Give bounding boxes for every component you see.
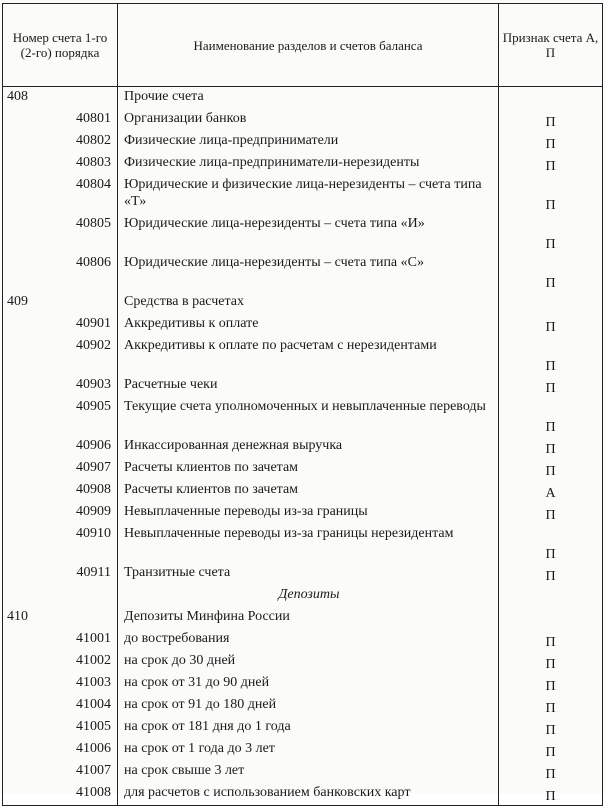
account-number: 408: [3, 87, 118, 110]
balance-accounts-table: [2, 3, 603, 806]
account-number: 40910: [3, 524, 118, 563]
account-name: Депозиты Минфина России: [124, 609, 290, 624]
table-row: [3, 739, 603, 761]
account-name: Физические лица-предприниматели-нерезиденты: [124, 155, 420, 170]
account-sign: П: [499, 629, 603, 651]
table-header: [3, 4, 603, 87]
table-row: [3, 629, 603, 651]
account-sign: П: [499, 739, 603, 761]
account-sign: П: [499, 695, 603, 717]
account-sign: П: [499, 717, 603, 739]
account-name: на срок от 91 до 180 дней: [124, 697, 277, 712]
account-sign: П: [499, 253, 603, 292]
account-number: 40806: [3, 253, 118, 292]
table-row: [3, 524, 603, 563]
account-name: Организации банков: [124, 111, 247, 126]
table-row: [3, 717, 603, 739]
account-name: Аккредитивы к оплате: [124, 316, 259, 331]
account-number: 41008: [3, 783, 118, 806]
table-row: [3, 651, 603, 673]
table-row: [3, 397, 603, 436]
account-name: на срок свыше 3 лет: [124, 763, 245, 778]
account-sign: П: [499, 436, 603, 458]
account-sign: [499, 585, 603, 607]
table-body: [3, 87, 603, 806]
account-name: Юридические и физические лица-нерезиденты – счета типа «Т»: [124, 177, 482, 209]
account-sign: П: [499, 458, 603, 480]
account-number: 40909: [3, 502, 118, 524]
account-name: на срок до 30 дней: [124, 653, 236, 668]
account-number: 40905: [3, 397, 118, 436]
table-row: [3, 314, 603, 336]
account-number: [3, 585, 118, 607]
account-name: Расчеты клиентов по зачетам: [124, 482, 299, 497]
account-number: 40903: [3, 375, 118, 397]
account-sign: П: [499, 336, 603, 375]
account-name: на срок от 31 до 90 дней: [124, 675, 270, 690]
table-row: [3, 87, 603, 110]
account-number: 41004: [3, 695, 118, 717]
account-sign: П: [499, 153, 603, 175]
account-sign: [499, 87, 603, 110]
account-number: 40805: [3, 214, 118, 253]
account-number: 40802: [3, 131, 118, 153]
table-row: [3, 563, 603, 585]
account-name: Расчетные чеки: [124, 377, 218, 392]
table-row: [3, 253, 603, 292]
account-name: Средства в расчетах: [124, 294, 244, 309]
account-number: 41002: [3, 651, 118, 673]
account-name: Инкассированная денежная выручка: [124, 438, 343, 453]
section-heading-row: [3, 585, 603, 607]
account-name: Аккредитивы к оплате по расчетам с нерезидентами: [124, 338, 437, 353]
account-sign: А: [499, 480, 603, 502]
table-row: [3, 458, 603, 480]
table-row: [3, 673, 603, 695]
account-sign: П: [499, 524, 603, 563]
account-sign: П: [499, 673, 603, 695]
table-row: [3, 607, 603, 629]
table-row: [3, 292, 603, 314]
account-sign: П: [499, 109, 603, 131]
account-sign: [499, 607, 603, 629]
table-row: [3, 336, 603, 375]
account-sign: П: [499, 783, 603, 806]
table-row: [3, 695, 603, 717]
account-sign: [499, 292, 603, 314]
account-sign: П: [499, 502, 603, 524]
table-row: [3, 375, 603, 397]
table-row: [3, 131, 603, 153]
account-name: Невыплаченные переводы из-за границы нерезидентам: [124, 526, 454, 541]
header-account-number: Номер счета 1-го (2-го) порядка: [3, 4, 118, 87]
table-row: [3, 480, 603, 502]
account-number: 40803: [3, 153, 118, 175]
account-sign: П: [499, 397, 603, 436]
table-row: [3, 502, 603, 524]
account-number: 409: [3, 292, 118, 314]
account-name: Невыплаченные переводы из-за границы: [124, 504, 368, 519]
account-sign: П: [499, 375, 603, 397]
account-sign: П: [499, 651, 603, 673]
table-row: [3, 109, 603, 131]
table-row: [3, 214, 603, 253]
table-row: [3, 783, 603, 806]
header-account-name: Наименование разделов и счетов баланса: [118, 4, 499, 87]
table-row: [3, 436, 603, 458]
account-number: 41005: [3, 717, 118, 739]
account-number: 41001: [3, 629, 118, 651]
account-name: Физические лица-предприниматели: [124, 133, 339, 148]
account-number: 40906: [3, 436, 118, 458]
account-number: 40801: [3, 109, 118, 131]
account-sign: П: [499, 131, 603, 153]
table-row: [3, 175, 603, 214]
account-sign: П: [499, 563, 603, 585]
account-name: Расчеты клиентов по зачетам: [124, 460, 299, 475]
section-title: Депозиты: [278, 587, 340, 602]
account-name: для расчетов с использованием банковских карт: [118, 783, 499, 806]
account-name: Юридические лица-нерезиденты – счета типа «С»: [124, 255, 424, 270]
account-sign: П: [499, 314, 603, 336]
account-name: на срок от 181 дня до 1 года: [124, 719, 291, 734]
account-name: Текущие счета уполномоченных и невыплаченные переводы: [124, 399, 486, 414]
account-number: 41007: [3, 761, 118, 783]
account-sign: П: [499, 761, 603, 783]
account-sign: П: [499, 214, 603, 253]
account-name: Транзитные счета: [124, 565, 231, 580]
account-number: 40911: [3, 563, 118, 585]
account-number: 40901: [3, 314, 118, 336]
account-number: 40907: [3, 458, 118, 480]
account-number: 40908: [3, 480, 118, 502]
table-row: [3, 761, 603, 783]
account-number: 41006: [3, 739, 118, 761]
account-name: на срок от 1 года до 3 лет: [124, 741, 275, 756]
account-number: 40804: [3, 175, 118, 214]
table-row: [3, 153, 603, 175]
account-sign: П: [499, 175, 603, 214]
account-number: 40902: [3, 336, 118, 375]
header-account-sign: Признак счета А, П: [499, 4, 603, 87]
account-number: 41003: [3, 673, 118, 695]
account-name: до востребования: [124, 631, 230, 646]
account-number: 410: [3, 607, 118, 629]
account-name: Юридические лица-нерезиденты – счета типа «И»: [124, 216, 425, 231]
account-name: Прочие счета: [124, 89, 204, 104]
